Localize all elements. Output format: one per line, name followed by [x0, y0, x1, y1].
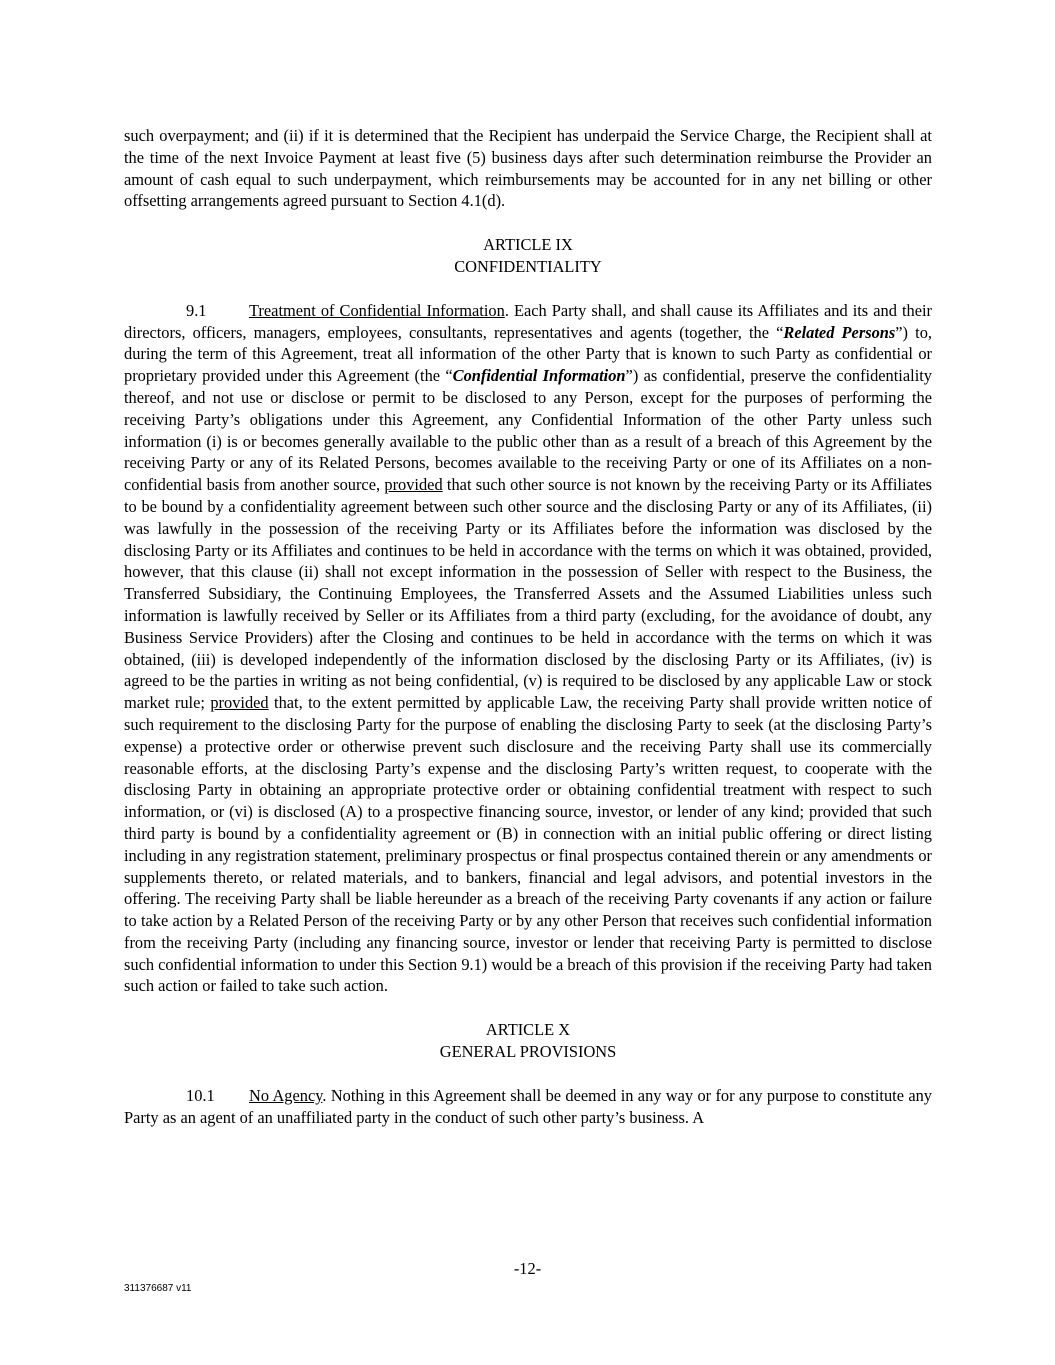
section-9-1-text-4: that such other source is not known by the receiving Party or its Affiliates to be bound by a confidentiality agreement between such other source and the disclosing Party or any of its Affiliates, (ii) was lawfully in the possession of the receiving Party or its Affiliates before the information was disclosed by the disclosing Party or its Affiliates and continues to be held in accordance with the terms on which it was obtained, provided, however, that this clause (ii) shall not except information in the possession of Seller with respect to the Business, the Transferred Subsidiary, the Continuing Employees, the Transferred Assets and the Assumed Liabilities unless such information is lawfully received by Seller or its Affiliates from a third party (excluding, for the avoidance of doubt, any Business Service Providers) after the Closing and continues to be held in accordance with the terms on which it was obtained, (iii) is developed independently of the information disclosed by the disclosing Party or its Affiliates, (iv) is agreed to be the parties in writing as not being confidential, (v) is required to be disclosed by any applicable Law or stock market rule; [124, 475, 933, 713]
section-9-1-number: 9.1 [186, 300, 207, 320]
section-9-1-text-3: ”) as confidential, preserve the confidentiality thereof, and not use or disclose or permit to be disclosed to any Person, except for the purposes of performing the receiving Party’s obligations under this Agreement, any Confidential Information of the other Party unless such information (i) is or becomes generally available to the public other than as a result of a breach of this Agreement by the receiving Party or any of its Related Persons, becomes available to the receiving Party or one of its Affiliates on a non-confidential basis from another source, [124, 366, 932, 495]
article-10-title: GENERAL PROVISIONS [439, 1042, 617, 1062]
section-10-1-text: . Nothing in this Agreement shall be deemed in any way or for any purpose to constitute any Party as an agent of an unaffiliated party in the conduct of such other party’s business. A [124, 1085, 933, 1127]
article-10-number: ARTICLE X [485, 1020, 571, 1040]
section-9-1-text-2: ”) to, during the term of this Agreement, treat all information of the other Party that is known to such Party as confidential or proprietary provided under this Agreement (the “ [124, 322, 932, 386]
section-9-1-text-1: . Each Party shall, and shall cause its Affiliates and its and their directors, officers, managers, employees, consultants, representatives and agents (together, the “ [124, 300, 932, 342]
provided-term-1: provided [384, 475, 443, 495]
section-10-1-heading: No Agency [249, 1085, 323, 1105]
section-9-1-heading: Treatment of Confidential Information [249, 300, 505, 320]
section-9-1-paragraph [124, 300, 932, 998]
article-9-heading [124, 234, 932, 278]
article-10-heading [124, 1019, 932, 1063]
spacer [124, 1063, 932, 1085]
page-number: -12- [513, 1259, 542, 1278]
intro-paragraph: such overpayment; and (ii) if it is determined that the Recipient has underpaid the Service Charge, the Recipient shall at the time of the next Invoice Payment at least five (5) business days after such determination reimburse the Provider an amount of cash equal to such underpayment, which reimbursements may be accounted for in any net billing or other offsetting arrangements agreed pursuant to Section 4.1(d). [124, 126, 932, 211]
section-10-1-number: 10.1 [186, 1085, 215, 1105]
section-9-1-text-5: that, to the extent permitted by applicable Law, the receiving Party shall provide written notice of such requirement to the disclosing Party for the purpose of enabling the disclosing Party to seek (at the disclosing Party’s expense) a protective order or otherwise prevent such disclosure and the receiving Party shall use its commercially reasonable efforts, at the disclosing Party’s expense and the disclosing Party’s written request, to cooperate with the disclosing Party in obtaining an appropriate protective order or obtaining confidential treatment with respect to such information, or (vi) is disclosed (A) to a prospective financing source, investor, or lender of any kind; provided that such third party is bound by a confidentiality agreement or (B) in connection with an initial public offering or direct listing including in any registration statement, preliminary prospectus or final prospectus contained therein or any amendments or supplements thereto, or related materials, and to bankers, financial and legal advisors, and potential investors in the offering. The receiving Party shall be liable hereunder as a breach of the receiving Party covenants if any action or failure to take action by a Related Person of the receiving Party or by any other Person that receives such confidential information from the receiving Party (including any financing source, investor or lender that receiving Party is permitted to disclose such confidential information to under this Section 9.1) would be a breach of this provision if the receiving Party had taken such action or failed to take such action. [124, 693, 933, 996]
article-9-title: CONFIDENTIALITY [454, 256, 602, 276]
document-id: 311376687 v11 [124, 1283, 192, 1294]
document-page [124, 125, 932, 1128]
spacer [124, 278, 932, 300]
spacer [124, 212, 932, 234]
article-9-number: ARTICLE IX [483, 235, 573, 255]
spacer [124, 997, 932, 1019]
section-10-1-paragraph [124, 1085, 932, 1129]
defined-term-confidential-information: Confidential Information [452, 366, 626, 386]
provided-term-2: provided [210, 693, 269, 713]
defined-term-related-persons: Related Persons [783, 322, 896, 342]
